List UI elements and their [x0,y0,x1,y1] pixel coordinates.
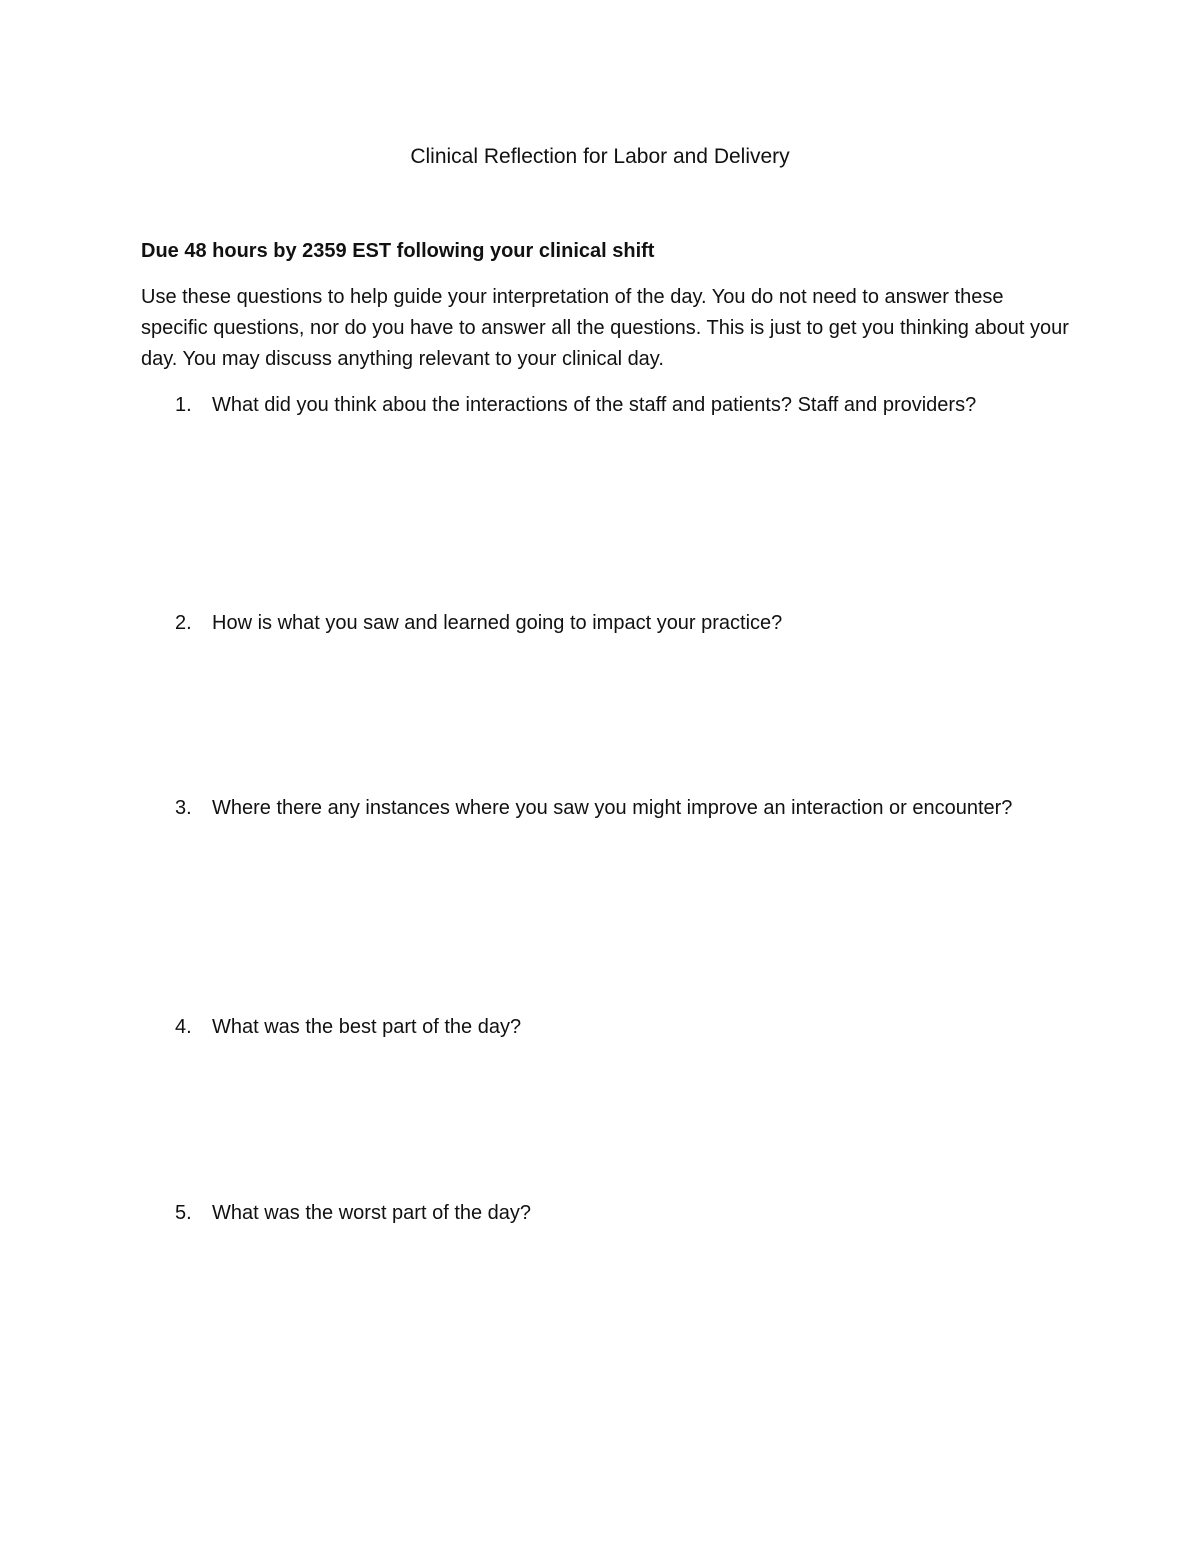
question-number: 3. [175,797,192,819]
question-item [141,1198,1021,1229]
question-item [141,608,1021,639]
question-text: What was the best part of the day? [212,1016,522,1038]
due-date-line: Due 48 hours by 2359 EST following your clinical shift [141,240,655,262]
question-item [141,1012,1021,1043]
question-number: 4. [175,1016,192,1038]
question-text: What did you think abou the interactions of the staff and patients? Staff and providers? [212,394,977,416]
question-number: 5. [175,1202,192,1224]
document-title: Clinical Reflection for Labor and Delivery [410,145,790,168]
question-text: How is what you saw and learned going to impact your practice? [212,612,783,634]
question-number: 2. [175,612,192,634]
question-number: 1. [175,394,192,416]
question-text: What was the worst part of the day? [212,1202,532,1224]
question-item [141,793,1021,824]
question-item [141,390,1021,421]
question-text: Where there any instances where you saw you might improve an interaction or encounter? [212,797,1013,819]
intro-paragraph: Use these questions to help guide your interpretation of the day. You do not need to answer these specific questions, nor do you have to answer all the questions. This is just to get you thinking about your day. You may discuss anything relevant to your clinical day. [141,286,1069,370]
